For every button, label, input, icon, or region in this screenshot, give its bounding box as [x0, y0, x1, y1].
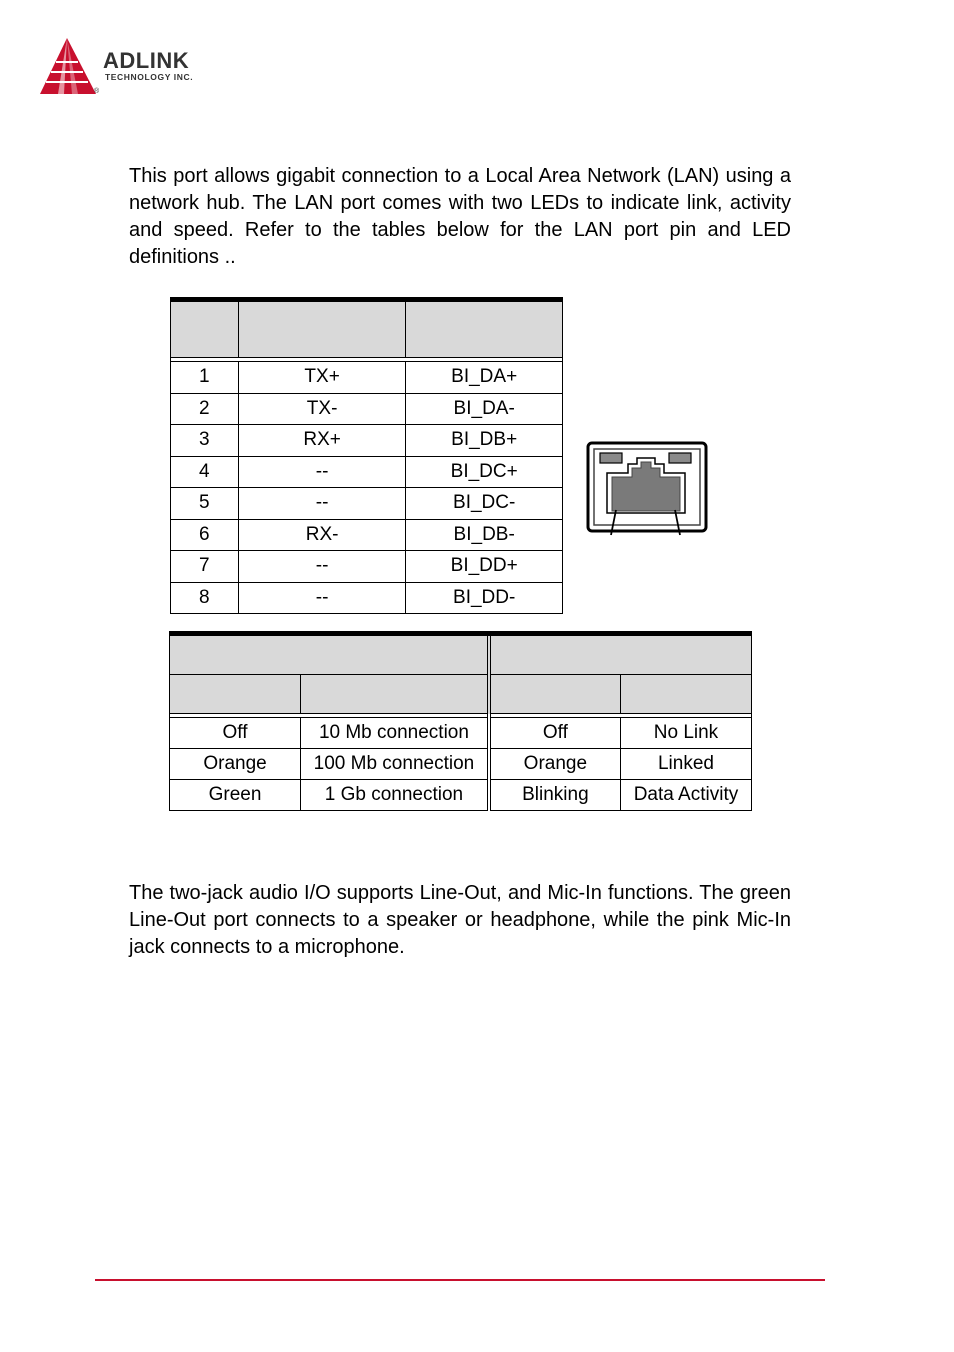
table-row — [171, 519, 563, 551]
lan-led-table — [169, 631, 752, 811]
led-group-speed — [170, 634, 489, 675]
pin-signal-fast: -- — [238, 488, 405, 520]
link-led-description: Data Activity — [620, 780, 751, 811]
lan-pin-table — [170, 297, 563, 614]
led-group-link — [489, 634, 752, 675]
pin-signal-fast: -- — [238, 551, 405, 583]
audio-description: The two-jack audio I/O supports Line-Out, and Mic-In functions. The green Line-Out port connects to a speaker or headphone, while the pink Mic-In jack connects to a microphone. — [129, 882, 791, 958]
table-row — [171, 551, 563, 583]
speed-led-status: Green — [170, 780, 301, 811]
pin-signal-gigabit: BI_DA+ — [406, 362, 563, 394]
brand-subtitle: TECHNOLOGY INC. — [105, 72, 194, 82]
link-led-description: No Link — [620, 718, 751, 749]
pin-header-1000 — [406, 300, 563, 358]
speed-led-status: Orange — [170, 749, 301, 780]
pin-signal-fast: TX- — [238, 393, 405, 425]
pin-number: 4 — [171, 456, 239, 488]
pin-signal-gigabit: BI_DC- — [406, 488, 563, 520]
rj45-port-icon — [585, 440, 710, 536]
pin-number: 7 — [171, 551, 239, 583]
pin-header-pin — [171, 300, 239, 358]
speed-led-description: 10 Mb connection — [301, 718, 489, 749]
pin-signal-gigabit: BI_DC+ — [406, 456, 563, 488]
lan-description: This port allows gigabit connection to a Local Area Network (LAN) using a network hub. The LAN port comes with two LEDs to indicate link, activity and speed. Refer to the tables below for the LAN port pin and LED definitions .. — [129, 165, 791, 268]
led-table-group-header — [170, 634, 752, 675]
table-row — [170, 780, 752, 811]
speed-led-description: 1 Gb connection — [301, 780, 489, 811]
table-row — [171, 393, 563, 425]
pin-signal-gigabit: BI_DD- — [406, 582, 563, 614]
speed-led-status: Off — [170, 718, 301, 749]
pin-number: 2 — [171, 393, 239, 425]
pin-number: 1 — [171, 362, 239, 394]
adlink-logo — [38, 36, 238, 98]
link-led-description: Linked — [620, 749, 751, 780]
led-sub-status-2 — [489, 675, 621, 714]
table-row — [171, 582, 563, 614]
pin-signal-fast: RX+ — [238, 425, 405, 457]
pin-header-10-100 — [238, 300, 405, 358]
pin-signal-gigabit: BI_DA- — [406, 393, 563, 425]
pin-signal-fast: TX+ — [238, 362, 405, 394]
pin-number: 3 — [171, 425, 239, 457]
table-row — [171, 456, 563, 488]
adlink-triangle-icon — [38, 36, 100, 98]
table-row — [170, 718, 752, 749]
table-row — [171, 488, 563, 520]
table-row — [171, 362, 563, 394]
led-sub-status-1 — [170, 675, 301, 714]
pin-signal-gigabit: BI_DB- — [406, 519, 563, 551]
pin-number: 5 — [171, 488, 239, 520]
link-led-status: Off — [489, 718, 621, 749]
brand-name: ADLINK — [103, 48, 190, 73]
led-sub-desc-1 — [301, 675, 489, 714]
footer-divider — [95, 1279, 825, 1281]
pin-number: 6 — [171, 519, 239, 551]
registered-mark: ® — [94, 88, 100, 95]
speed-led-description: 100 Mb connection — [301, 749, 489, 780]
pin-signal-fast: -- — [238, 582, 405, 614]
led-table-sub-header — [170, 675, 752, 714]
pin-signal-gigabit: BI_DD+ — [406, 551, 563, 583]
pin-number: 8 — [171, 582, 239, 614]
table-row — [171, 425, 563, 457]
pin-table-header — [171, 300, 563, 358]
link-led-status: Orange — [489, 749, 621, 780]
link-led-status: Blinking — [489, 780, 621, 811]
pin-signal-fast: RX- — [238, 519, 405, 551]
pin-signal-fast: -- — [238, 456, 405, 488]
table-row — [170, 749, 752, 780]
pin-signal-gigabit: BI_DB+ — [406, 425, 563, 457]
led-sub-desc-2 — [620, 675, 751, 714]
